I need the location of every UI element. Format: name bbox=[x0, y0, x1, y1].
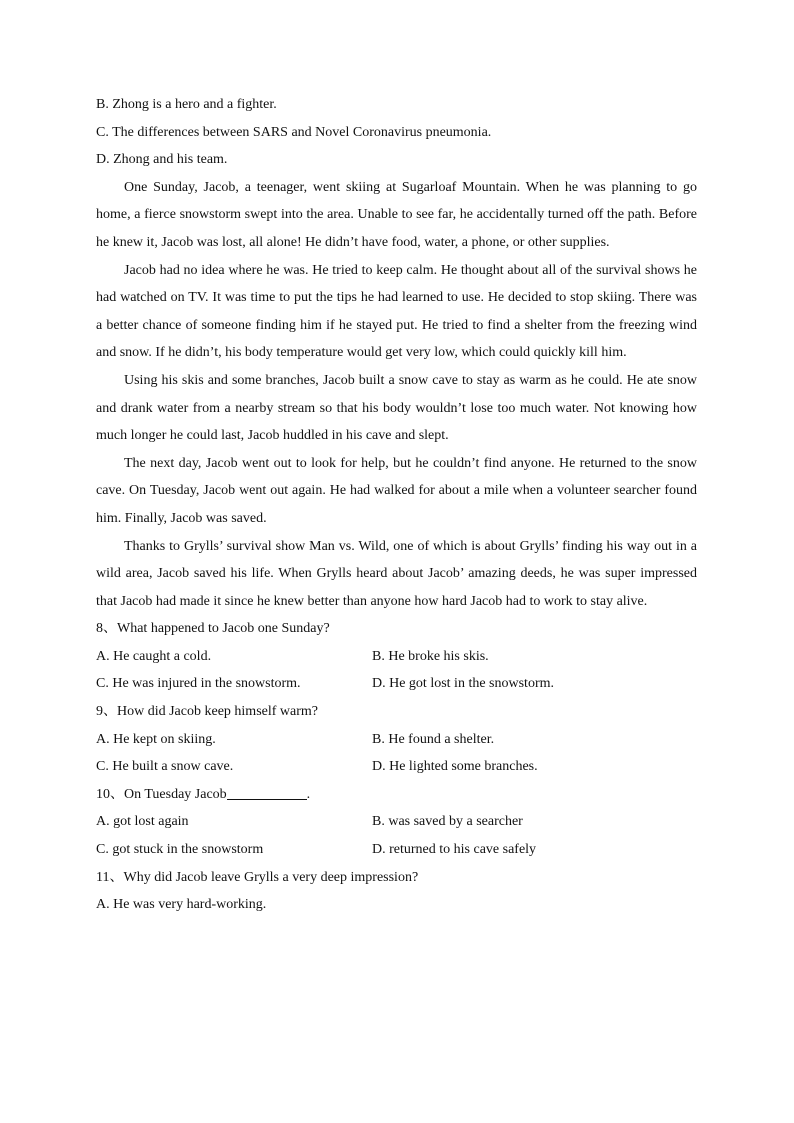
answer-option: A. He caught a cold. bbox=[96, 648, 212, 664]
question-stem-text: 10、On Tuesday Jacob bbox=[96, 786, 227, 802]
option-line: C. The differences between SARS and Novel Coronavirus pneumonia. bbox=[96, 124, 492, 140]
answer-option: D. He lighted some branches. bbox=[372, 759, 538, 775]
question-stem bbox=[96, 781, 697, 809]
option-row bbox=[96, 670, 697, 698]
answer-option: D. returned to his cave safely bbox=[372, 842, 537, 858]
answer-option: D. He got lost in the snowstorm. bbox=[372, 676, 554, 692]
answer-option: B. He broke his skis. bbox=[372, 648, 489, 664]
option-line: B. Zhong is a hero and a fighter. bbox=[96, 97, 277, 112]
option-row bbox=[96, 753, 697, 781]
question-stem: 8、What happened to Jacob one Sunday? bbox=[96, 621, 330, 637]
answer-option: A. He kept on skiing. bbox=[96, 731, 216, 747]
passage-paragraph: One Sunday, Jacob, a teenager, went skiing at Sugarloaf Mountain. When he was planning to go home, a fierce snowstorm swept into the area. Unable to see far, he accidentally turned off the path. Before he knew it, Jacob was lost, all alone! He didn’t have food, water, a phone, or other supplies. bbox=[96, 179, 697, 250]
question-stem: 9、How did Jacob keep himself warm? bbox=[96, 704, 318, 720]
question-stem-end: . bbox=[306, 786, 311, 802]
answer-option: A. He was very hard-working. bbox=[96, 897, 267, 913]
passage-paragraph: Using his skis and some branches, Jacob built a snow cave to stay as warm as he could. He ate snow and drank water from a nearby stream so that his body wouldn’t lose too much water. Not knowing how much longer he could last, Jacob huddled in his cave and slept. bbox=[96, 372, 697, 444]
option-row bbox=[96, 726, 697, 754]
option-row bbox=[96, 643, 697, 671]
answer-blank[interactable] bbox=[227, 785, 307, 800]
option-row bbox=[96, 808, 697, 836]
passage-paragraph: Jacob had no idea where he was. He tried to keep calm. He thought about all of the survival shows he had watched on TV. It was time to put the tips he had learned to use. He decided to stop skiing. There was a better chance of someone finding him if he stayed put. He tried to find a shelter from the freezing wind and snow. If he didn’t, his body temperature would get very low, which could quickly kill him. bbox=[96, 262, 697, 361]
answer-option: C. He built a snow cave. bbox=[96, 759, 234, 775]
answer-option: A. got lost again bbox=[96, 814, 189, 830]
answer-option: B. was saved by a searcher bbox=[372, 814, 523, 830]
question-stem: 11、Why did Jacob leave Grylls a very deep impression? bbox=[96, 869, 419, 885]
answer-option: C. He was injured in the snowstorm. bbox=[96, 676, 301, 692]
answer-option: C. got stuck in the snowstorm bbox=[96, 842, 264, 858]
passage-paragraph: Thanks to Grylls’ survival show Man vs. Wild, one of which is about Grylls’ finding his way out in a wild area, Jacob saved his life. When Grylls heard about Jacob’ amazing deeds, he was super impressed that Jacob had made it since he knew better than anyone how hard Jacob had to work to stay alive. bbox=[96, 538, 697, 609]
option-row bbox=[96, 836, 697, 864]
document-page bbox=[96, 91, 697, 919]
answer-option: B. He found a shelter. bbox=[372, 731, 495, 747]
option-line: D. Zhong and his team. bbox=[96, 152, 228, 168]
passage-paragraph: The next day, Jacob went out to look for help, but he couldn’t find anyone. He returned to the snow cave. On Tuesday, Jacob went out again. He had walked for about a mile when a volunteer searcher found him. Finally, Jacob was saved. bbox=[96, 455, 697, 526]
option-row bbox=[96, 891, 697, 919]
